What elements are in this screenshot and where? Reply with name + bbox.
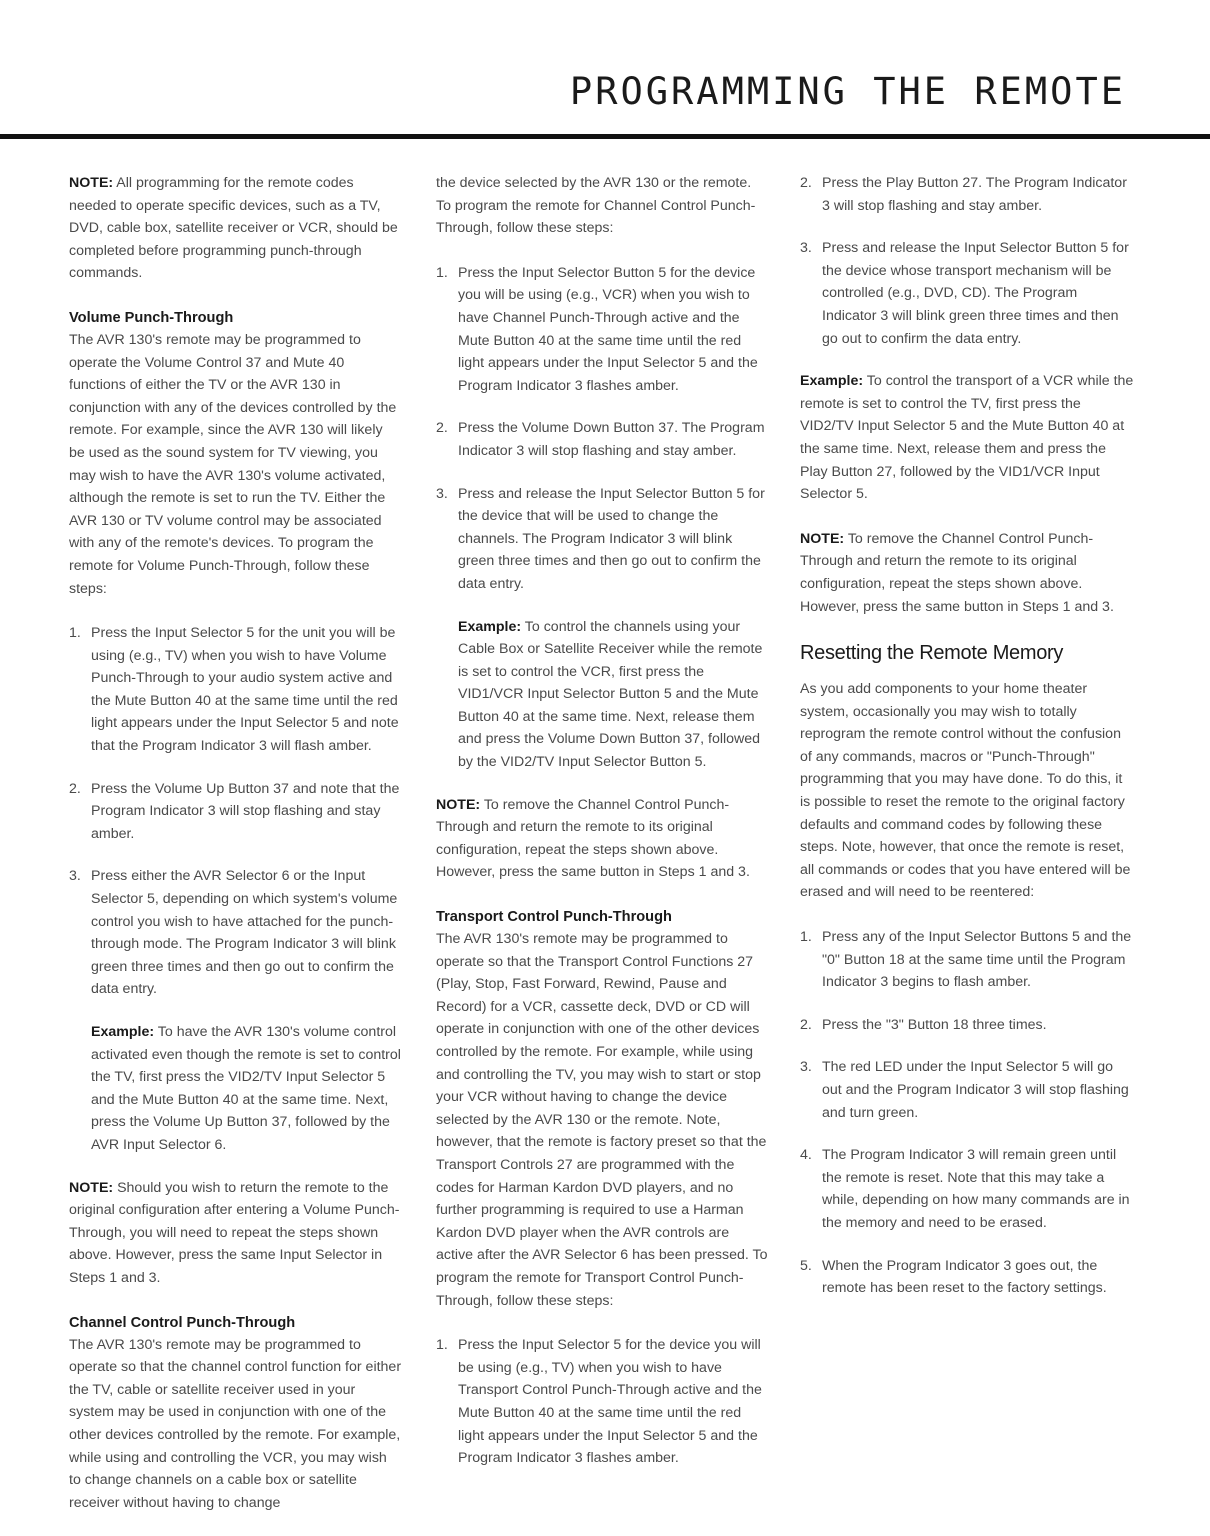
channel-note <box>436 794 769 884</box>
step-text: Press any of the Input Selector Buttons 5 and the "0" Button 18 at the same time until the Program Indicator 3 begins to flash amber. <box>822 929 1132 991</box>
channel-continued: the device selected by the AVR 130 or the remote. To program the remote for Channel Control Punch-Through, follow these steps: <box>436 175 756 237</box>
step-text: Press the Play Button 27. The Program Indicator 3 will stop flashing and stay amber. <box>822 175 1127 214</box>
channel-step-3 <box>436 483 769 596</box>
step-text: Press and release the Input Selector Button 5 for the device whose transport mechanism will be controlled (e.g., DVD, CD). The Program Indicator 3 will blink green three times and then go out to confirm the data entry. <box>822 240 1129 347</box>
note-paragraph <box>69 172 402 285</box>
step-number: 1. <box>436 264 448 281</box>
example-text: To control the channels using your Cable Box or Satellite Receiver while the remote is set to control the VCR, first press the VID1/VCR Input Selector Button 5 and the Mute Button 40 at the same time. Next, release them and press the Volume Down Button 37, followed by the VID2/TV Input Selector Button 5. <box>458 618 763 771</box>
step-number: 2. <box>69 780 81 797</box>
step-number: 5. <box>800 1257 812 1274</box>
step-text: Press the Input Selector 5 for the device you will be using (e.g., TV) when you wish to have Transport Control Punch-Through active and the Mute Button 40 at the same time until the red light appears under the Input Selector 5 and the Program Indicator 3 flashes amber. <box>458 1337 762 1467</box>
step-number: 3. <box>69 868 81 885</box>
note-lead: NOTE: <box>436 796 481 813</box>
reset-step-2 <box>800 1014 1135 1037</box>
step-number: 1. <box>436 1337 448 1354</box>
reset-heading: Resetting the Remote Memory <box>800 642 1064 665</box>
step-number: 3. <box>800 1059 812 1076</box>
example-lead: Example: <box>800 373 864 390</box>
step-number: 2. <box>800 1016 812 1033</box>
step-number: 3. <box>436 485 448 502</box>
step-number: 3. <box>800 240 812 257</box>
reset-step-4 <box>800 1144 1135 1234</box>
channel-step-1 <box>436 262 769 398</box>
note-text: All programming for the remote codes needed to operate specific devices, such as a TV, DVD, cable box, satellite receiver or VCR, should be completed before programming punch-through commands. <box>69 175 398 282</box>
volume-step-3 <box>69 865 402 1001</box>
column-3 <box>800 172 1135 1320</box>
volume-step-2 <box>69 778 402 846</box>
column-1 <box>69 172 402 1536</box>
page-title: PROGRAMMING THE REMOTE <box>569 70 1126 113</box>
note2-lead: NOTE: <box>69 1179 114 1196</box>
step-number: 2. <box>436 420 448 437</box>
note-text: To remove the Channel Control Punch-Through and return the remote to its original configuration, repeat the steps shown above. However, press the same button in Steps 1 and 3. <box>436 796 750 881</box>
example-lead: Example: <box>458 618 522 635</box>
reset-step-3 <box>800 1056 1135 1124</box>
step-number: 2. <box>800 175 812 191</box>
step-text: Press and release the Input Selector Button 5 for the device that will be used to change the channels. The Program Indicator 3 will blink green three times and then go out to confirm the data entry. <box>458 485 765 592</box>
reset-step-1 <box>800 926 1135 994</box>
step-text: Press the Input Selector 5 for the unit you will be using (e.g., TV) when you wish to have Volume Punch-Through to your audio system active and the Mute Button 40 at the same time until the red light appears under the Input Selector 5 and note that the Program Indicator 3 will flash amber. <box>91 625 399 755</box>
step-text: The Program Indicator 3 will remain green until the remote is reset. Note that this may take a while, depending on how many commands are in the memory and need to be erased. <box>822 1147 1130 1231</box>
channel-step-2 <box>436 417 769 462</box>
step-text: Press either the AVR Selector 6 or the Input Selector 5, depending on which system's volume control you wish to have attached for the punch-through mode. The Program Indicator 3 will blink green three times and then go out to confirm the data entry. <box>91 868 398 998</box>
channel-heading: Channel Control Punch-Through <box>69 1314 296 1331</box>
transport-paragraph: The AVR 130's remote may be programmed to operate so that the Transport Control Functions 27 (Play, Stop, Fast Forward, Rewind, Pause and Record) for a VCR, cassette deck, DVD or CD will operate in conjunction with one of the other devices controlled by the remote. For example, while using and controlling the TV, you may wish to start or stop your VCR without having to change the device selected by the AVR 130 or the remote. Note, however, that the remote is factory preset so that the Transport Controls 27 are programmed with the codes for Harman Kardon DVD players, and no further programming is required to use a Harman Kardon DVD player when the AVR controls are active after the AVR Selector 6 has been pressed. To program the remote for Transport Control Punch-Through, follow these steps: <box>436 931 768 1309</box>
volume-paragraph: The AVR 130's remote may be programmed to operate the Volume Control 37 and Mute 40 functions of either the TV or the AVR 130 in conjunction with any of the devices controlled by the remote. For example, since the AVR 130 will likely be used as the sound system for TV viewing, you may wish to have the AVR 130's volume activated, although the remote is set to run the TV. Either the AVR 130 or TV volume control may be associated with any of the remote's devices. To program the remote for Volume Punch-Through, follow these steps: <box>69 331 397 597</box>
volume-step-1 <box>69 622 402 758</box>
step-text: The red LED under the Input Selector 5 will go out and the Program Indicator 3 will stop flashing and turn green. <box>822 1059 1129 1121</box>
step-text: Press the Volume Down Button 37. The Program Indicator 3 will stop flashing and stay amber. <box>458 420 765 459</box>
transport-step-1 <box>436 1334 769 1470</box>
note-lead: NOTE: <box>69 175 114 191</box>
note-text: To remove the Channel Control Punch-Through and return the remote to its original configuration, repeat the steps shown above. However, press the same button in Steps 1 and 3. <box>800 530 1114 615</box>
channel-example <box>458 616 769 774</box>
example-text: To control the transport of a VCR while the remote is set to control the TV, first press the VID2/TV Input Selector 5 and the Mute Button 40 at the same time. Next, release them and press the Play Button 27, followed by the VID1/VCR Input Selector 5. <box>800 373 1134 503</box>
transport-step-2 <box>800 172 1135 217</box>
example-lead: Example: <box>91 1024 155 1040</box>
header-rule <box>0 134 1210 139</box>
transport-example <box>800 370 1135 506</box>
reset-paragraph: As you add components to your home theater system, occasionally you may wish to totally reprogram the remote control without the confusion of any commands, macros or "Punch-Through" programming that you may have done. To do this, it is possible to reset the remote to the original factory defaults and command codes by following these steps. Note, however, that once the remote is reset, all commands or codes that you have entered will be erased and will need to be reentered: <box>800 681 1131 901</box>
column-2 <box>436 172 769 1490</box>
transport-step-3 <box>800 237 1135 350</box>
example-text: To have the AVR 130's volume control activated even though the remote is set to control the TV, first press the VID2/TV Input Selector 5 and the Mute Button 40 at the same time. Next, press the Volume Up Button 37, followed by the AVR Input Selector 6. <box>91 1024 401 1153</box>
transport-heading: Transport Control Punch-Through <box>436 909 672 926</box>
step-text: Press the Input Selector Button 5 for the device you will be using (e.g., VCR) when you wish to have Channel Punch-Through active and the Mute Button 40 at the same time until the red light appears under the Input Selector 5 and the Program Indicator 3 flashes amber. <box>458 264 758 394</box>
step-number: 1. <box>800 929 812 946</box>
transport-note <box>800 528 1135 618</box>
channel-paragraph: The AVR 130's remote may be programmed to operate so that the channel control function for either the TV, cable or satellite receiver used in your system may be used in conjunction with one of the other devices controlled by the remote. For example, while using and controlling the VCR, you may wish to change channels on a cable box or satellite receiver without having to change <box>69 1336 402 1511</box>
note-lead: NOTE: <box>800 530 845 547</box>
step-number: 4. <box>800 1147 812 1164</box>
volume-example <box>91 1021 402 1157</box>
note2-text: Should you wish to return the remote to the original configuration after entering a Volume Punch-Through, you will need to repeat the steps shown above. However, press the same Input Selector in Steps 1 and 3. <box>69 1179 400 1286</box>
volume-heading: Volume Punch-Through <box>69 309 234 326</box>
step-number: 1. <box>69 625 81 642</box>
step-text: When the Program Indicator 3 goes out, the remote has been reset to the factory settings. <box>822 1257 1107 1297</box>
step-text: Press the "3" Button 18 three times. <box>822 1016 1047 1033</box>
step-text: Press the Volume Up Button 37 and note that the Program Indicator 3 will stop flashing and stay amber. <box>91 780 400 842</box>
note2-paragraph <box>69 1177 402 1290</box>
reset-step-5 <box>800 1255 1135 1300</box>
